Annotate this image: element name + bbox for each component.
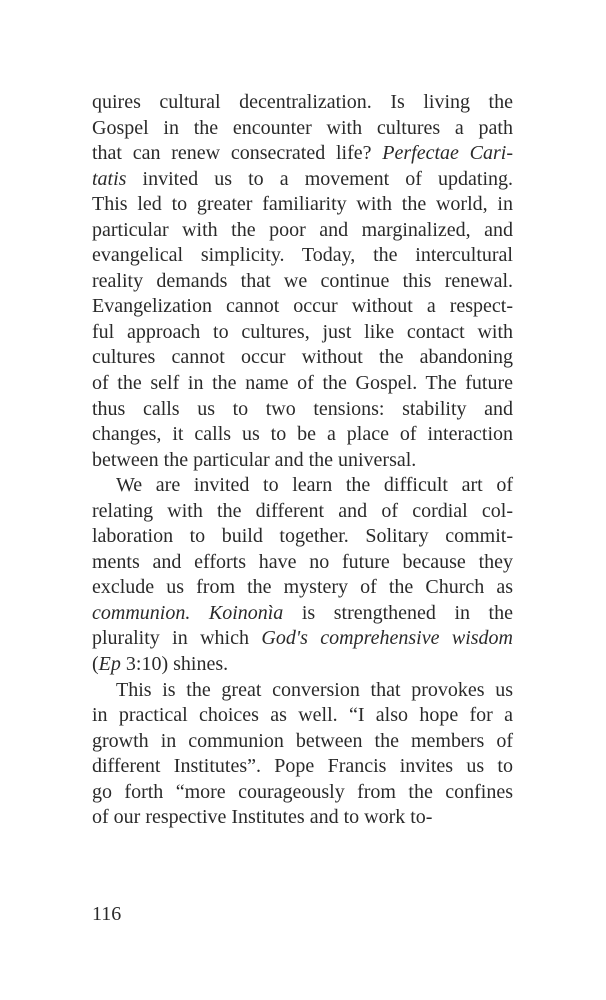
text-run: reality demands that we continue this renewal. (92, 269, 513, 292)
text-run: 3:10) shines. (120, 653, 229, 676)
text-run: in practical choices as well. “I also hope for a (92, 704, 513, 727)
text-run: of the self in the name of the Gospel. The future (92, 372, 513, 395)
text-line (92, 703, 513, 729)
text-run: We are invited to learn the difficult art of (116, 474, 513, 497)
text-line (92, 524, 513, 550)
text-run: particular with the poor and marginalized, and (92, 218, 513, 241)
text-line (92, 269, 513, 295)
text-line (92, 499, 513, 525)
text-run: go forth “more courageously from the confines (92, 780, 513, 803)
text-run: changes, it calls us to be a place of interaction (92, 423, 513, 446)
text-run: of our respective Institutes and to work to- (92, 806, 433, 829)
text-line (92, 294, 513, 320)
paragraph (92, 678, 513, 831)
text-run: quires cultural decentralization. Is living the (92, 91, 513, 113)
italic-text: Ep (98, 653, 121, 676)
text-line (92, 320, 513, 346)
text-run: growth in communion between the members of (92, 729, 513, 752)
text-line (92, 90, 513, 116)
text-line (92, 550, 513, 576)
italic-text: Perfectae Cari- (382, 142, 513, 165)
text-run: ( (92, 653, 99, 676)
text-line (92, 422, 513, 448)
text-run: invited us to a movement of updating. (126, 167, 513, 190)
text-run: different Institutes”. Pope Francis invites us to (92, 755, 513, 778)
paragraph (92, 90, 513, 473)
italic-text: tatis (92, 167, 127, 190)
text-line (92, 601, 513, 627)
text-line (92, 805, 513, 831)
text-line (92, 754, 513, 780)
text-line (92, 652, 513, 678)
text-line (92, 678, 513, 704)
text-run: evangelical simplicity. Today, the intercultural (92, 244, 513, 267)
text-line (92, 141, 513, 167)
italic-text: God's comprehensive wisdom (261, 627, 513, 650)
text-line (92, 345, 513, 371)
text-run: ments and efforts have no future because they (92, 550, 513, 573)
text-run: plurality in which (92, 627, 262, 650)
text-run: ful approach to cultures, just like contact with (92, 320, 513, 343)
text-line (92, 780, 513, 806)
text-line (92, 448, 513, 474)
text-line (92, 116, 513, 142)
text-run: Gospel in the encounter with cultures a path (92, 116, 513, 139)
text-line (92, 371, 513, 397)
text-run: cultures cannot occur without the abandoning (92, 346, 513, 369)
text-line (92, 397, 513, 423)
text-run: This led to greater familiarity with the world, in (92, 193, 513, 216)
text-run: is strengthened in the (283, 601, 513, 624)
text-run: laboration to build together. Solitary commit- (92, 525, 513, 548)
text-line (92, 243, 513, 269)
text-run: Evangelization cannot occur without a respect- (92, 295, 513, 318)
text-line (92, 473, 513, 499)
text-run: that can renew consecrated life? (92, 142, 383, 165)
text-run: This is the great conversion that provokes us (116, 678, 513, 701)
text-run: between the particular and the universal. (92, 448, 417, 471)
text-line (92, 167, 513, 193)
text-run: exclude us from the mystery of the Church as (92, 576, 513, 599)
text-run: relating with the different and of cordial col- (92, 499, 513, 522)
italic-text: communion. Koinonìa (92, 601, 284, 624)
text-line (92, 729, 513, 755)
text-line (92, 218, 513, 244)
text-line (92, 192, 513, 218)
page-number: 116 (92, 903, 122, 925)
text-run: thus calls us to two tensions: stability and (92, 397, 513, 420)
body-text (92, 90, 513, 831)
text-line (92, 575, 513, 601)
paragraph (92, 473, 513, 677)
text-line (92, 626, 513, 652)
